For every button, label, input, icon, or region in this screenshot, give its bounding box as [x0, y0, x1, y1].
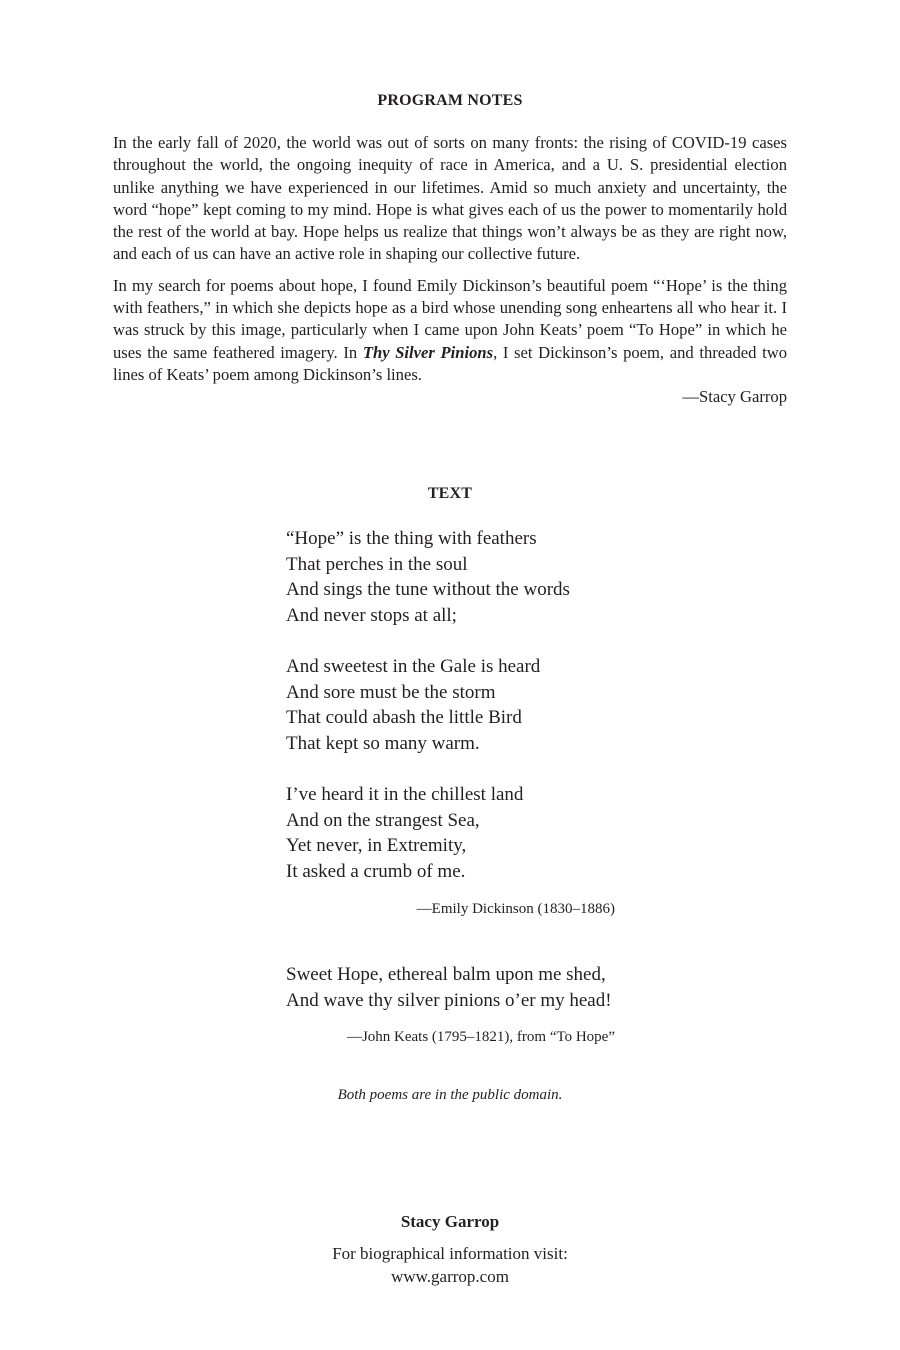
poem-line: And sings the tune without the words	[286, 579, 570, 601]
program-notes-paragraph-1: In the early fall of 2020, the world was out of sorts on many fronts: the rising of COVID-19 cases throughout the world, the ongoing inequity of race in America, and a U. S. presidential election unlike anything we have experienced in our lifetimes. Amid so much anxiety and uncertainty, the word “hope” kept coming to my mind. Hope is what gives each of us the power to momentarily hold the rest of the world at bay. Hope helps us realize that things won’t always be as they are right now, and each of us can have an active role in shaping our collective future.	[113, 133, 787, 264]
dickinson-stanza-3	[286, 782, 626, 885]
poem-line: That perches in the soul	[286, 553, 468, 575]
poem-line: And sweetest in the Gale is heard	[286, 656, 541, 677]
text-heading: TEXT	[427, 485, 473, 502]
bio-info-line: For biographical information visit:	[332, 1244, 568, 1263]
poem-line: And never stops at all;	[286, 605, 457, 627]
poem-line: I’ve heard it in the chillest land	[286, 784, 524, 805]
poem-line: And sore must be the storm	[286, 681, 496, 703]
program-notes-paragraph-2	[113, 275, 787, 386]
dickinson-stanza-1	[286, 526, 626, 629]
poem-line: “Hope” is the thing with feathers	[286, 528, 537, 549]
poem-line: That could abash the little Bird	[286, 707, 522, 729]
program-notes-signature: —Stacy Garrop	[682, 387, 787, 407]
dickinson-attribution: —Emily Dickinson (1830–1886)	[416, 901, 615, 917]
poem-line: That kept so many warm.	[286, 733, 480, 755]
poem-line: It asked a crumb of me.	[286, 861, 466, 883]
poem-line: Yet never, in Extremity,	[286, 835, 467, 857]
poem-line: Sweet Hope, ethereal balm upon me shed,	[286, 964, 606, 985]
dickinson-stanza-2	[286, 654, 626, 757]
work-title: Thy Silver Pinions	[362, 342, 494, 362]
paragraph-2-text-after: , I set Dickinson’s poem, and threaded two lines of Keats’ poem among Dickinson’s lines.	[113, 342, 788, 384]
composer-name: Stacy Garrop	[400, 1212, 500, 1231]
paragraph-2-text-before: In my search for poems about hope, I found Emily Dickinson’s beautiful poem “‘Hope’ is the thing with feathers,” in which she depicts hope as a bird whose unending song enheartens all who hear it. I was struck by this image, particularly when I came upon John Keats’ poem “To Hope” in which he uses the same feathered imagery. In	[113, 275, 787, 362]
bio-info	[0, 1242, 900, 1288]
composer-website: www.garrop.com	[391, 1267, 509, 1286]
keats-lines	[286, 962, 626, 1013]
public-domain-note: Both poems are in the public domain.	[337, 1087, 563, 1103]
program-notes-body	[113, 132, 787, 409]
keats-attribution: —John Keats (1795–1821), from “To Hope”	[346, 1029, 615, 1045]
poem-line: And on the strangest Sea,	[286, 809, 480, 831]
poem-line: And wave thy silver pinions o’er my head!	[286, 989, 612, 1011]
program-notes-heading: PROGRAM NOTES	[377, 92, 523, 109]
